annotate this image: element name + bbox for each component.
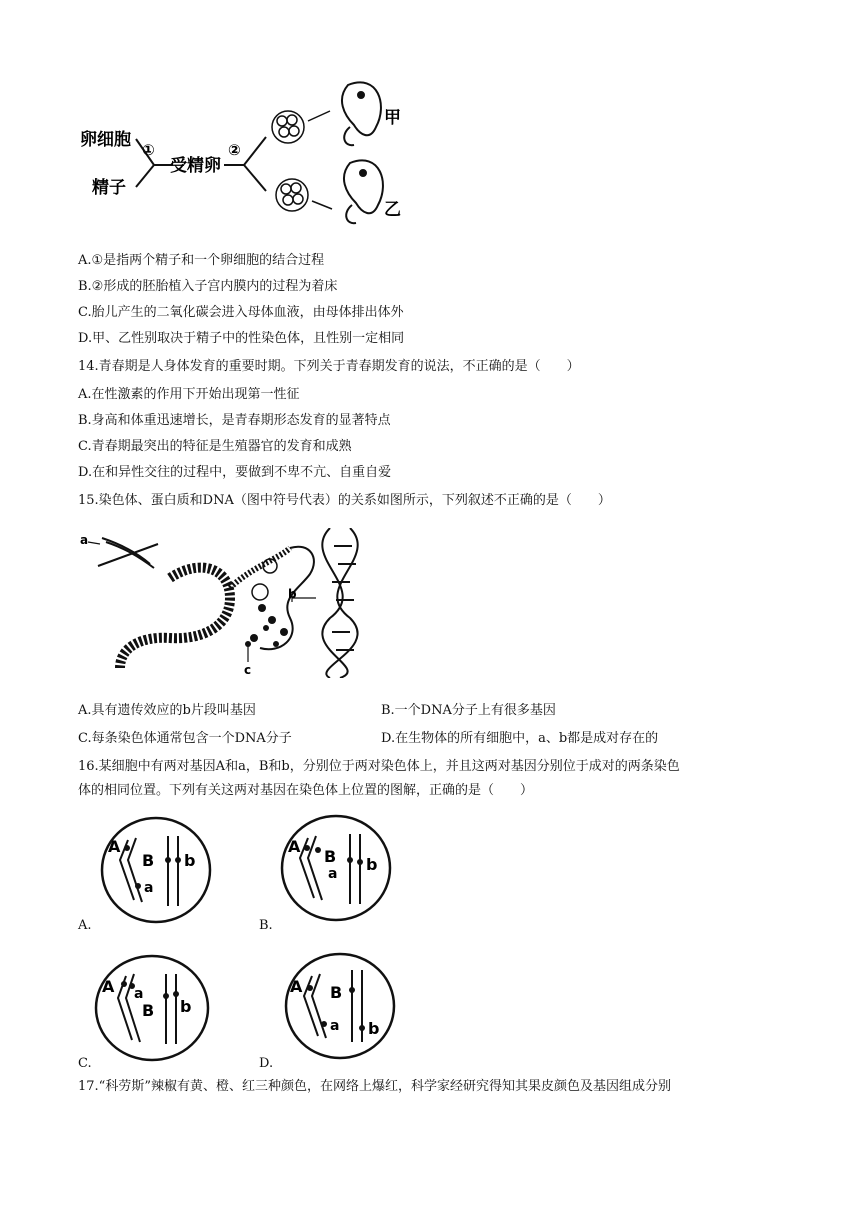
q13-option-b: B.②形成的胚胎植入子宫内膜内的过程为着床 [78, 279, 338, 294]
q16-stem-line2: 体的相同位置。下列有关这两对基因在染色体上位置的图解，正确的是（ ） [78, 783, 534, 798]
q15-option-c: C.每条染色体通常包含一个DNA分子 [78, 731, 292, 746]
gene-label: b [366, 855, 378, 874]
gene-label: b [180, 997, 192, 1016]
gene-label: a [328, 866, 338, 882]
q15-option-d: D.在生物体的所有细胞中，a、b都是成对存在的 [381, 731, 659, 746]
gene-label: a [330, 1018, 340, 1034]
q16-option-b-label: B. [259, 918, 273, 933]
step2-marker: ② [228, 141, 241, 159]
q14-option-b: B.身高和体重迅速增长，是青春期形态发育的显著特点 [78, 413, 391, 428]
q14-option-a: A.在性激素的作用下开始出现第一性征 [78, 387, 300, 402]
cell-diagram-d [282, 950, 398, 1062]
q15-option-a: A.具有遗传效应的b片段叫基因 [78, 703, 256, 718]
egg-label: 卵细胞 [80, 130, 131, 150]
gene-label: A [288, 837, 301, 856]
q14-stem: 14.青春期是人身体发育的重要时期。下列关于青春期发育的说法，不正确的是（ ） [78, 359, 580, 374]
embryo-cluster-bottom [276, 179, 308, 211]
q16-option-a-label: A. [78, 918, 92, 933]
gene-label: a [144, 880, 154, 896]
label-c: c [244, 663, 252, 677]
q16-stem-line1: 16.某细胞中有两对基因A和a，B和b，分别位于两对染色体上，并且这两对基因分别位于成对的两条染色 [78, 759, 680, 774]
q14-option-d: D.在和异性交往的过程中，要做到不卑不亢、自重自爱 [78, 465, 392, 480]
gene-label: A [102, 977, 115, 996]
gene-label: B [142, 851, 155, 870]
gene-label: b [184, 851, 196, 870]
chromosome-dna-diagram [80, 528, 370, 678]
gene-label: A [108, 837, 121, 856]
zygote-label: 受精卵 [170, 156, 221, 176]
fetus-yi [344, 160, 383, 223]
fetus-jia [342, 82, 381, 145]
label-b: b [288, 587, 297, 601]
q16-option-c-label: C. [78, 1056, 92, 1071]
q15-option-b: B.一个DNA分子上有很多基因 [381, 703, 556, 718]
q17-stem: 17.“科劳斯”辣椒有黄、橙、红三种颜色，在网络上爆红，科学家经研究得知其果皮颜色及基因组成分别 [78, 1079, 671, 1094]
gene-label: b [368, 1019, 380, 1038]
q13-option-a: A.①是指两个精子和一个卵细胞的结合过程 [78, 253, 325, 268]
step1-marker: ① [142, 141, 155, 159]
fertilization-diagram [78, 75, 418, 235]
q16-option-d-label: D. [259, 1056, 274, 1071]
gene-label: B [330, 983, 343, 1002]
q13-option-c: C.胎儿产生的二氧化碳会进入母体血液，由母体排出体外 [78, 305, 404, 320]
gene-label: a [134, 986, 144, 1002]
yi-label: 乙 [384, 200, 401, 220]
cell-diagram-b [278, 812, 394, 924]
gene-label: A [290, 977, 303, 996]
cell-diagram-a [98, 814, 214, 926]
gene-label: B [324, 847, 337, 866]
gene-label: B [142, 1001, 155, 1020]
q15-stem: 15.染色体、蛋白质和DNA（图中符号代表）的关系如图所示，下列叙述不正确的是（ ） [78, 493, 611, 508]
q14-option-c: C.青春期最突出的特征是生殖器官的发育和成熟 [78, 439, 352, 454]
cell-diagram-c [92, 952, 212, 1064]
embryo-cluster-top [272, 111, 304, 143]
label-a: a [80, 533, 89, 547]
sperm-label: 精子 [92, 178, 126, 198]
q13-option-d: D.甲、乙性别取决于精子中的性染色体，且性别一定相同 [78, 331, 405, 346]
jia-label: 甲 [384, 108, 401, 128]
